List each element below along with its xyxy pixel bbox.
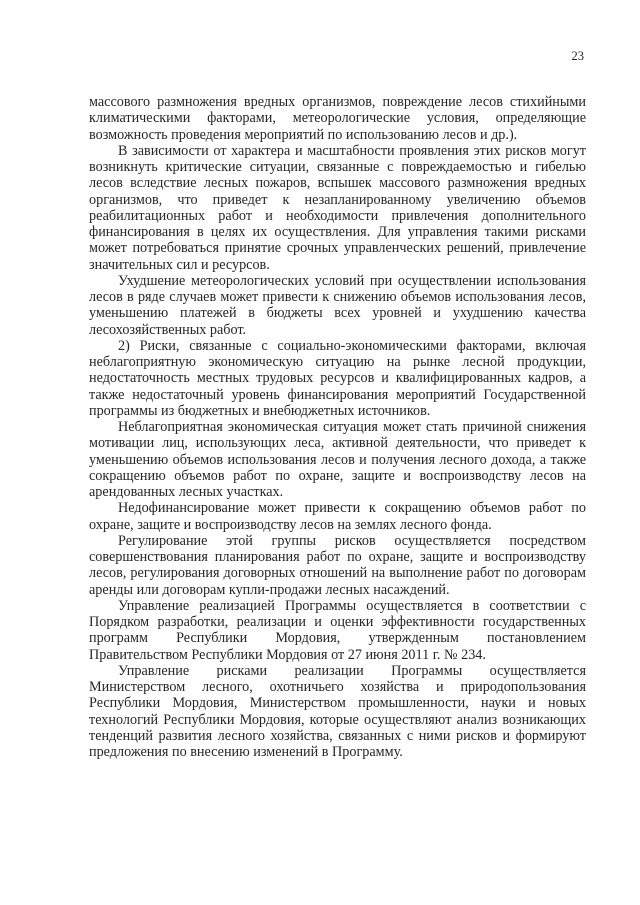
- paragraph-5: Неблагоприятная экономическая ситуация может стать причиной снижения мотивации лиц, использующих леса, активной деятельности, что приведет к уменьшению объемов использования лесов и получения лесного дохода, а также сокращению объемов работ по охране, защите и воспроизводству лесов на арендованных лесных участках.: [89, 419, 586, 500]
- paragraph-7: Регулирование этой группы рисков осуществляется посредством совершенствования планирования работ по охране, защите и воспроизводству лесов, регулирования договорных отношений на выполнение работ по договорам аренды или договорам купли-продажи лесных насаждений.: [89, 532, 586, 598]
- paragraph-2: В зависимости от характера и масштабности проявления этих рисков могут возникнуть критические ситуации, связанные с повреждаемостью и гибелью лесов вследствие лесных пожаров, вспышек массового размножения вредных организмов, что приведет к незапланированному увеличению объемов реабилитационных работ и необходимости привлечения дополнительного финансирования в целях их осуществления. Для управления такими рисками может потребоваться принятие срочных управленческих решений, привлечение значительных сил и ресурсов.: [89, 142, 586, 273]
- paragraph-8: Управление реализацией Программы осуществляется в соответствии с Порядком разработки, реализации и оценки эффективности государственных программ Республики Мордовия, утвержденным постановлением Правительством Республики Мордовия от 27 июня 2011 г. № 234.: [89, 597, 586, 663]
- paragraph-4: 2) Риски, связанные с социально-экономическими факторами, включая неблагоприятную экономическую ситуацию на рынке лесной продукции, недостаточность местных трудовых ресурсов и квалифицированных кадров, а также недостаточный уровень финансирования мероприятий Государственной программы из бюджетных и внебюджетных источников.: [89, 337, 586, 419]
- paragraph-3: Ухудшение метеорологических условий при осуществлении использования лесов в ряде случаев может привести к снижению объемов использования лесов, уменьшению платежей в бюджеты всех уровней и ухудшению качества лесохозяйственных работ.: [89, 272, 586, 338]
- page-number: 23: [571, 49, 584, 63]
- paragraph-1: массового размножения вредных организмов, повреждение лесов стихийными климатическими факторами, метеорологические условия, определяющие возможность проведения мероприятий по использованию лесов и др.).: [89, 94, 586, 143]
- document-body: [89, 94, 586, 760]
- paragraph-6: Недофинансирование может привести к сокращению объемов работ по охране, защите и воспроизводству лесов на землях лесного фонда.: [89, 500, 586, 533]
- paragraph-9: Управление рисками реализации Программы осуществляется Министерством лесного, охотничьего хозяйства и природопользования Республики Мордовия, Министерством промышленности, науки и новых технологий Республики Мордовия, которые осуществляют анализ возникающих тенденций развития лесного хозяйства, связанных с ними рисков и формируют предложения по внесению изменений в Программу.: [89, 662, 586, 760]
